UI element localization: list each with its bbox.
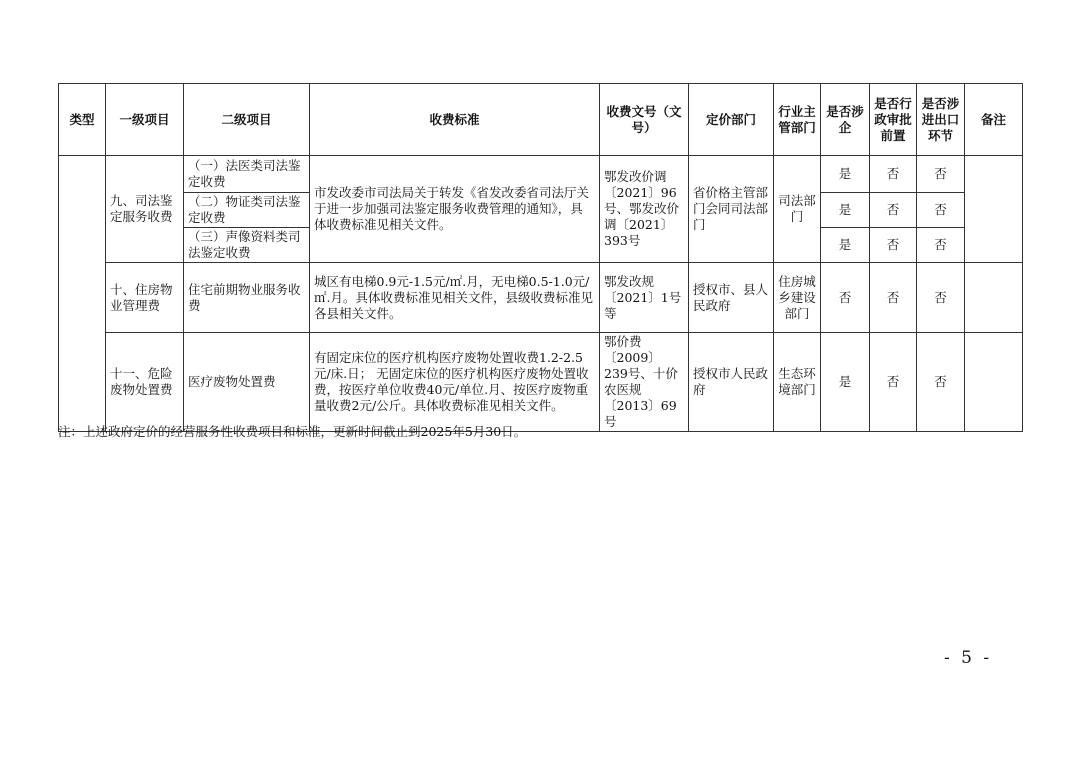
header-enterprise: 是否涉企 [821,84,870,156]
admin-cell: 否 [870,228,917,263]
header-row [59,84,1023,156]
admin-cell: 否 [870,193,917,228]
header-remarks: 备注 [965,84,1023,156]
docno-cell: 鄂发改规〔2021〕1号等 [600,263,689,333]
admin-cell: 否 [870,263,917,333]
dept-cell: 授权市、县人民政府 [689,263,774,333]
page-number: - 5 - [944,648,993,668]
enterprise-cell: 是 [821,228,870,263]
level2-cell: （二）物证类司法鉴定收费 [184,193,310,228]
enterprise-cell: 是 [821,193,870,228]
footnote: 注：上述政府定价的经营服务性收费项目和标准，更新时间截止到2025年5月30日。 [58,424,527,439]
remarks-cell [965,156,1023,263]
export-cell: 否 [917,156,965,193]
table-row [59,263,1023,333]
header-authority: 行业主管部门 [774,84,821,156]
export-cell: 否 [917,263,965,333]
header-level2: 二级项目 [184,84,310,156]
standard-cell: 城区有电梯0.9元-1.5元/㎡.月，无电梯0.5-1.0元/㎡.月。具体收费标准见相关文件，县级收费标准见各县相关文件。 [310,263,600,333]
standard-cell: 有固定床位的医疗机构医疗废物处置收费1.2-2.5元/床.日； 无固定床位的医疗机构医疗废物处置收费，按医疗单位收费40元/单位.月、按医疗废物重量收费2元/公斤。具体收费标准见相关文件。 [310,333,600,432]
level1-cell: 九、司法鉴定服务收费 [106,156,184,263]
header-level1: 一级项目 [106,84,184,156]
enterprise-cell: 是 [821,156,870,193]
admin-cell: 否 [870,333,917,432]
header-dept: 定价部门 [689,84,774,156]
level2-cell: 医疗废物处置费 [184,333,310,432]
enterprise-cell: 否 [821,263,870,333]
remarks-cell [965,263,1023,333]
remarks-cell [965,333,1023,432]
table-row [59,156,1023,193]
level2-cell: （一）法医类司法鉴定收费 [184,156,310,193]
authority-cell: 生态环境部门 [774,333,821,432]
type-cell [59,156,106,432]
admin-cell: 否 [870,156,917,193]
level2-cell: 住宅前期物业服务收费 [184,263,310,333]
export-cell: 否 [917,333,965,432]
fee-table [58,83,1023,432]
enterprise-cell: 是 [821,333,870,432]
dept-cell: 授权市人民政府 [689,333,774,432]
docno-cell: 鄂发改价调〔2021〕96号、鄂发改价调〔2021〕393号 [600,156,689,263]
header-docno: 收费文号（文号） [600,84,689,156]
header-admin: 是否行政审批前置 [870,84,917,156]
export-cell: 否 [917,193,965,228]
level1-cell: 十一、危险废物处置费 [106,333,184,432]
level2-cell: （三）声像资料类司法鉴定收费 [184,228,310,263]
header-export: 是否涉进出口环节 [917,84,965,156]
authority-cell: 司法部门 [774,156,821,263]
header-standard: 收费标准 [310,84,600,156]
table-row [59,333,1023,432]
header-type: 类型 [59,84,106,156]
standard-cell: 市发改委市司法局关于转发《省发改委省司法厅关于进一步加强司法鉴定服务收费管理的通知》，具体收费标准见相关文件。 [310,156,600,263]
level1-cell: 十、住房物业管理费 [106,263,184,333]
export-cell: 否 [917,228,965,263]
authority-cell: 住房城乡建设部门 [774,263,821,333]
docno-cell: 鄂价费〔2009〕239号、十价农医规〔2013〕69号 [600,333,689,432]
dept-cell: 省价格主管部门会同司法部门 [689,156,774,263]
